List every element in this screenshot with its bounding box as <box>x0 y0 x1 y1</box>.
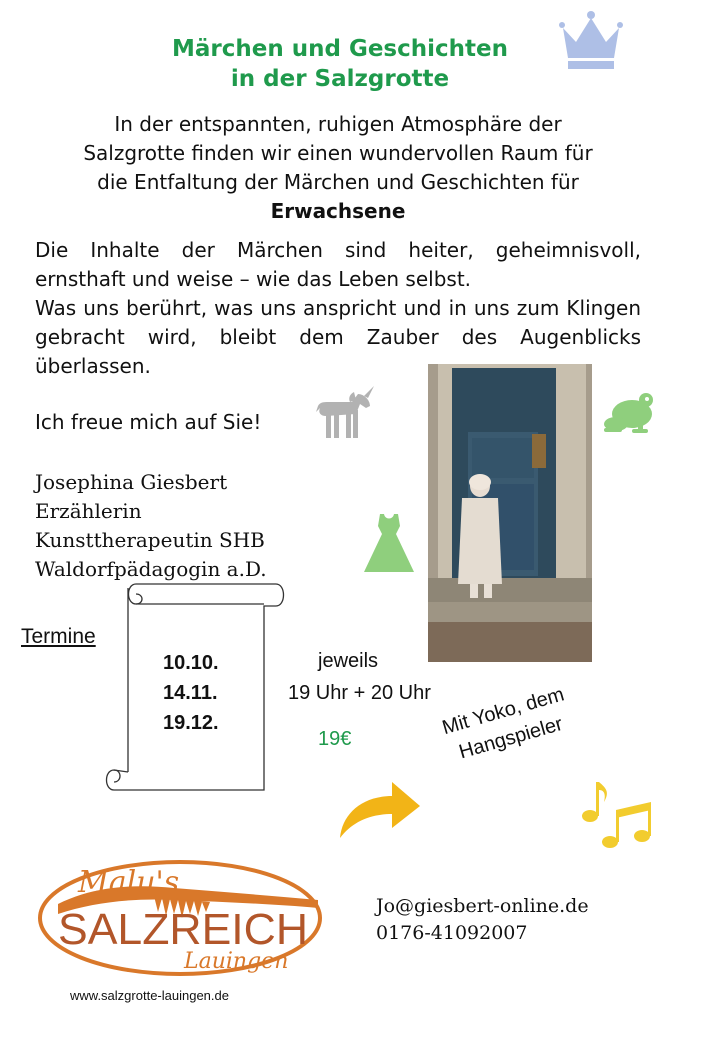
logo-script-top: Malu's <box>78 865 180 900</box>
date-item-3: 19.12. <box>163 712 219 734</box>
signature-block <box>35 468 267 584</box>
greeting: Ich freue mich auf Sie! <box>35 410 262 434</box>
signature-name: Josephina Giesbert <box>35 470 228 494</box>
musician-note: Mit Yoko, dem Hangspieler <box>439 683 567 764</box>
contact-email[interactable]: Jo@giesbert-online.de <box>376 895 589 917</box>
music-notes-icon <box>580 776 654 852</box>
title-line-1: Märchen und Geschichten <box>172 36 508 62</box>
unicorn-icon <box>314 386 378 442</box>
dates-list <box>163 648 219 738</box>
body-paragraph-1: Die Inhalte der Märchen sind heiter, geheimnisvoll, ernsthaft und weise – wie das Leben selbst. <box>35 238 641 291</box>
salzreich-logo <box>34 856 330 980</box>
intro-text <box>28 110 648 226</box>
logo-script-bottom: Lauingen <box>184 949 289 974</box>
contact-phone: 0176-41092007 <box>376 922 528 944</box>
intro-bold-word: Erwachsene <box>270 199 406 223</box>
curved-arrow-icon <box>336 774 422 840</box>
each-label: jeweils <box>318 650 379 672</box>
logo-main-text: SALZREICH <box>58 905 308 954</box>
intro-line-1: In der entspannten, ruhigen Atmosphäre der <box>114 112 562 136</box>
dress-icon <box>362 512 416 574</box>
date-item-1: 10.10. <box>163 652 219 674</box>
intro-line-3: die Entfaltung der Märchen und Geschichten für <box>97 170 579 194</box>
signature-role-3: Waldorfpädagogin a.D. <box>35 557 267 581</box>
times-label: 19 Uhr + 20 Uhr <box>288 682 431 704</box>
body-paragraph-2: Was uns berührt, was uns anspricht und in uns zum Klingen gebracht wird, bleibt dem Zauber des Augenblicks überlassen. <box>35 296 641 378</box>
contact-block <box>376 893 589 947</box>
price-label: 19€ <box>318 728 352 750</box>
crown-icon <box>556 8 626 70</box>
intro-line-2: Salzgrotte finden wir einen wundervollen Raum für <box>83 141 593 165</box>
signature-role-2: Kunsttherapeutin SHB <box>35 528 265 552</box>
frog-icon <box>602 390 658 434</box>
page-title <box>120 34 560 94</box>
signature-role-1: Erzählerin <box>35 499 142 523</box>
date-item-2: 14.11. <box>163 682 218 704</box>
website-link[interactable]: www.salzgrotte-lauingen.de <box>70 988 229 1003</box>
title-line-2: in der Salzgrotte <box>230 66 450 92</box>
termine-heading: Termine <box>21 625 96 648</box>
storyteller-photo <box>428 364 592 662</box>
body-text <box>35 236 641 381</box>
